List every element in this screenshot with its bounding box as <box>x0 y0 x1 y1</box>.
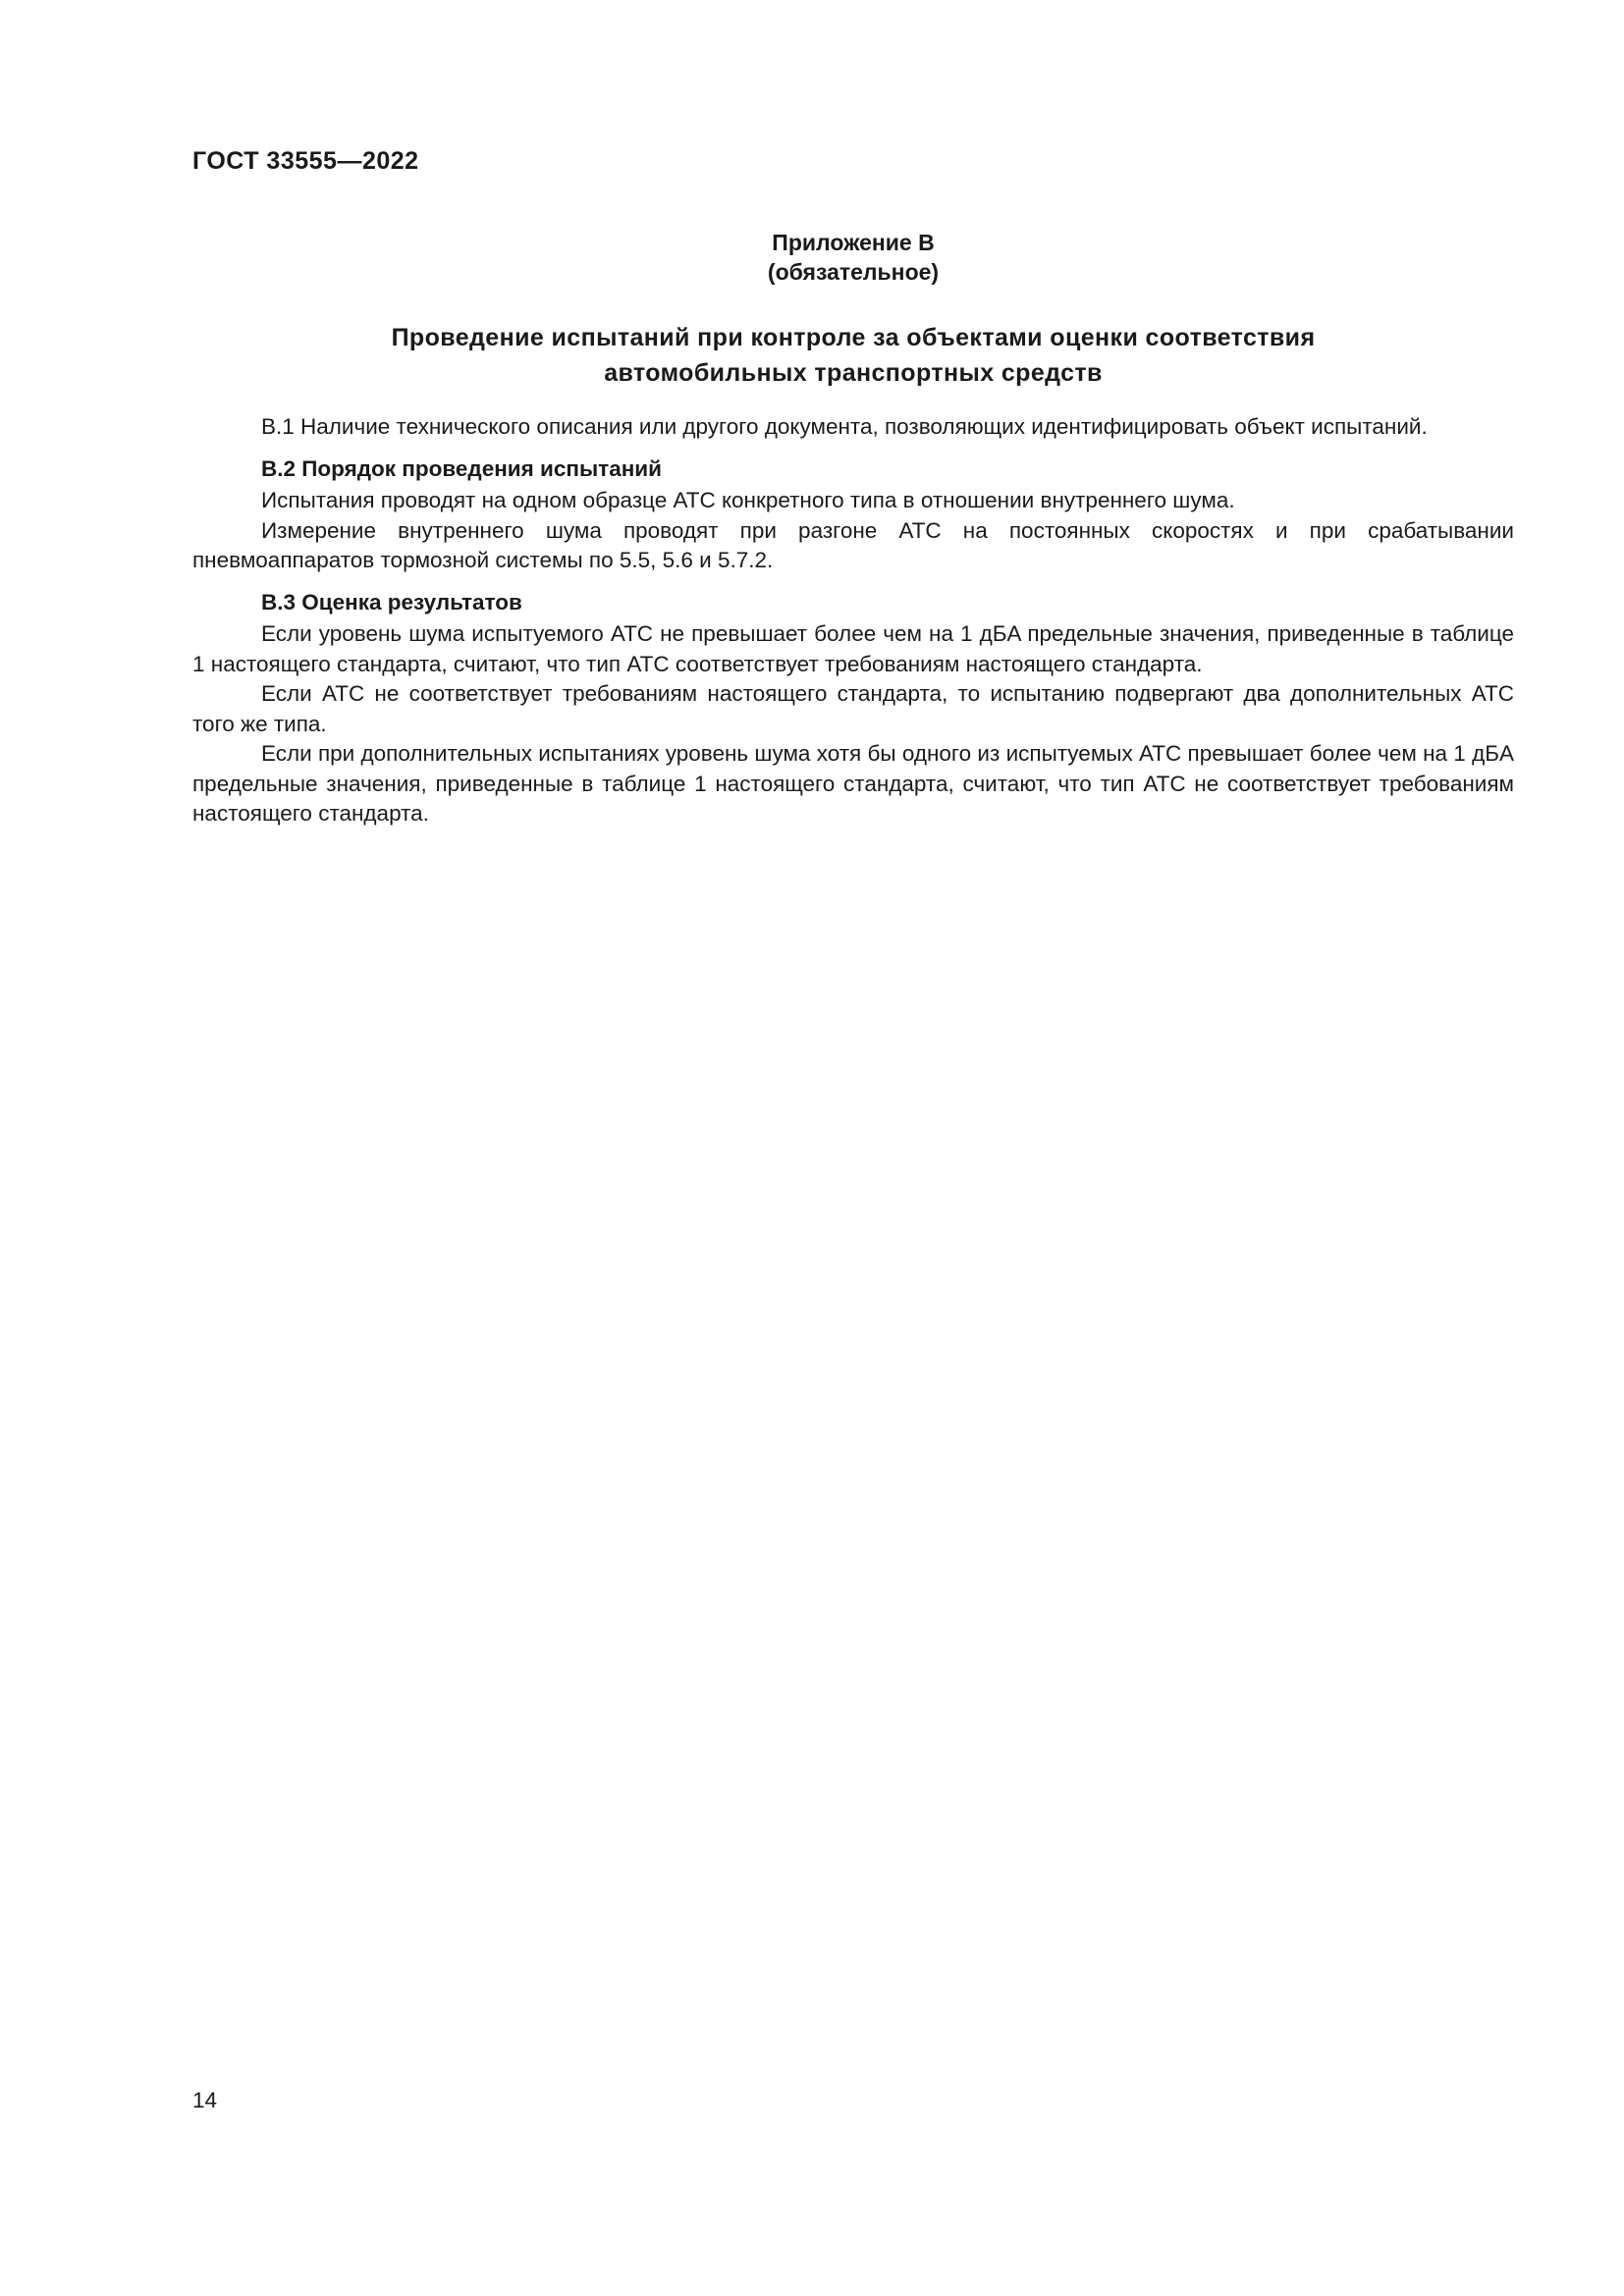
page-number: 14 <box>192 2088 218 2112</box>
paragraph-b3-2: Если АТС не соответствует требованиям настоящего стандарта, то испытанию подвергают два дополнительных АТС того же типа. <box>192 681 1514 736</box>
appendix-title-line-1: Проведение испытаний при контроле за объектами оценки соответствия <box>391 324 1316 351</box>
heading-b2: В.2 Порядок проведения испытаний <box>261 455 662 481</box>
heading-b3: В.3 Оценка результатов <box>261 589 522 614</box>
appendix-title <box>192 320 1514 391</box>
appendix-body <box>192 412 1514 829</box>
paragraph-b3-3: Если при дополнительных испытаниях уровень шума хотя бы одного из испытуемых АТС превышает более чем на 1 дБA предельные значения, приведенные в таблице 1 настоящего стандарта, считают, что тип АТС не соответствует требованиям настоящего стандарта. <box>192 741 1514 826</box>
appendix-label: Приложение В <box>772 230 935 255</box>
paragraph-b2-1: Испытания проводят на одном образце АТС конкретного типа в отношении внутреннего шума. <box>261 488 1235 512</box>
paragraph-b3-1: Если уровень шума испытуемого АТС не превышает более чем на 1 дБA предельные значения, приведенные в таблице 1 настоящего стандарта, считают, что тип АТС соответствует требованиям настоящего стандарта. <box>192 621 1514 676</box>
appendix-heading <box>192 228 1514 287</box>
standard-code: ГОСТ 33555—2022 <box>192 147 419 175</box>
appendix-status: (обязательное) <box>767 259 940 285</box>
paragraph-b1: В.1 Наличие технического описания или другого документа, позволяющих идентифицировать объект испытаний. <box>261 414 1428 439</box>
appendix-title-line-2: автомобильных транспортных средств <box>604 359 1103 387</box>
paragraph-b2-2: Измерение внутреннего шума проводят при разгоне АТС на постоянных скоростях и при срабатывании пневмоаппаратов тормозной системы по 5.5, 5.6 и 5.7.2. <box>192 517 1514 572</box>
